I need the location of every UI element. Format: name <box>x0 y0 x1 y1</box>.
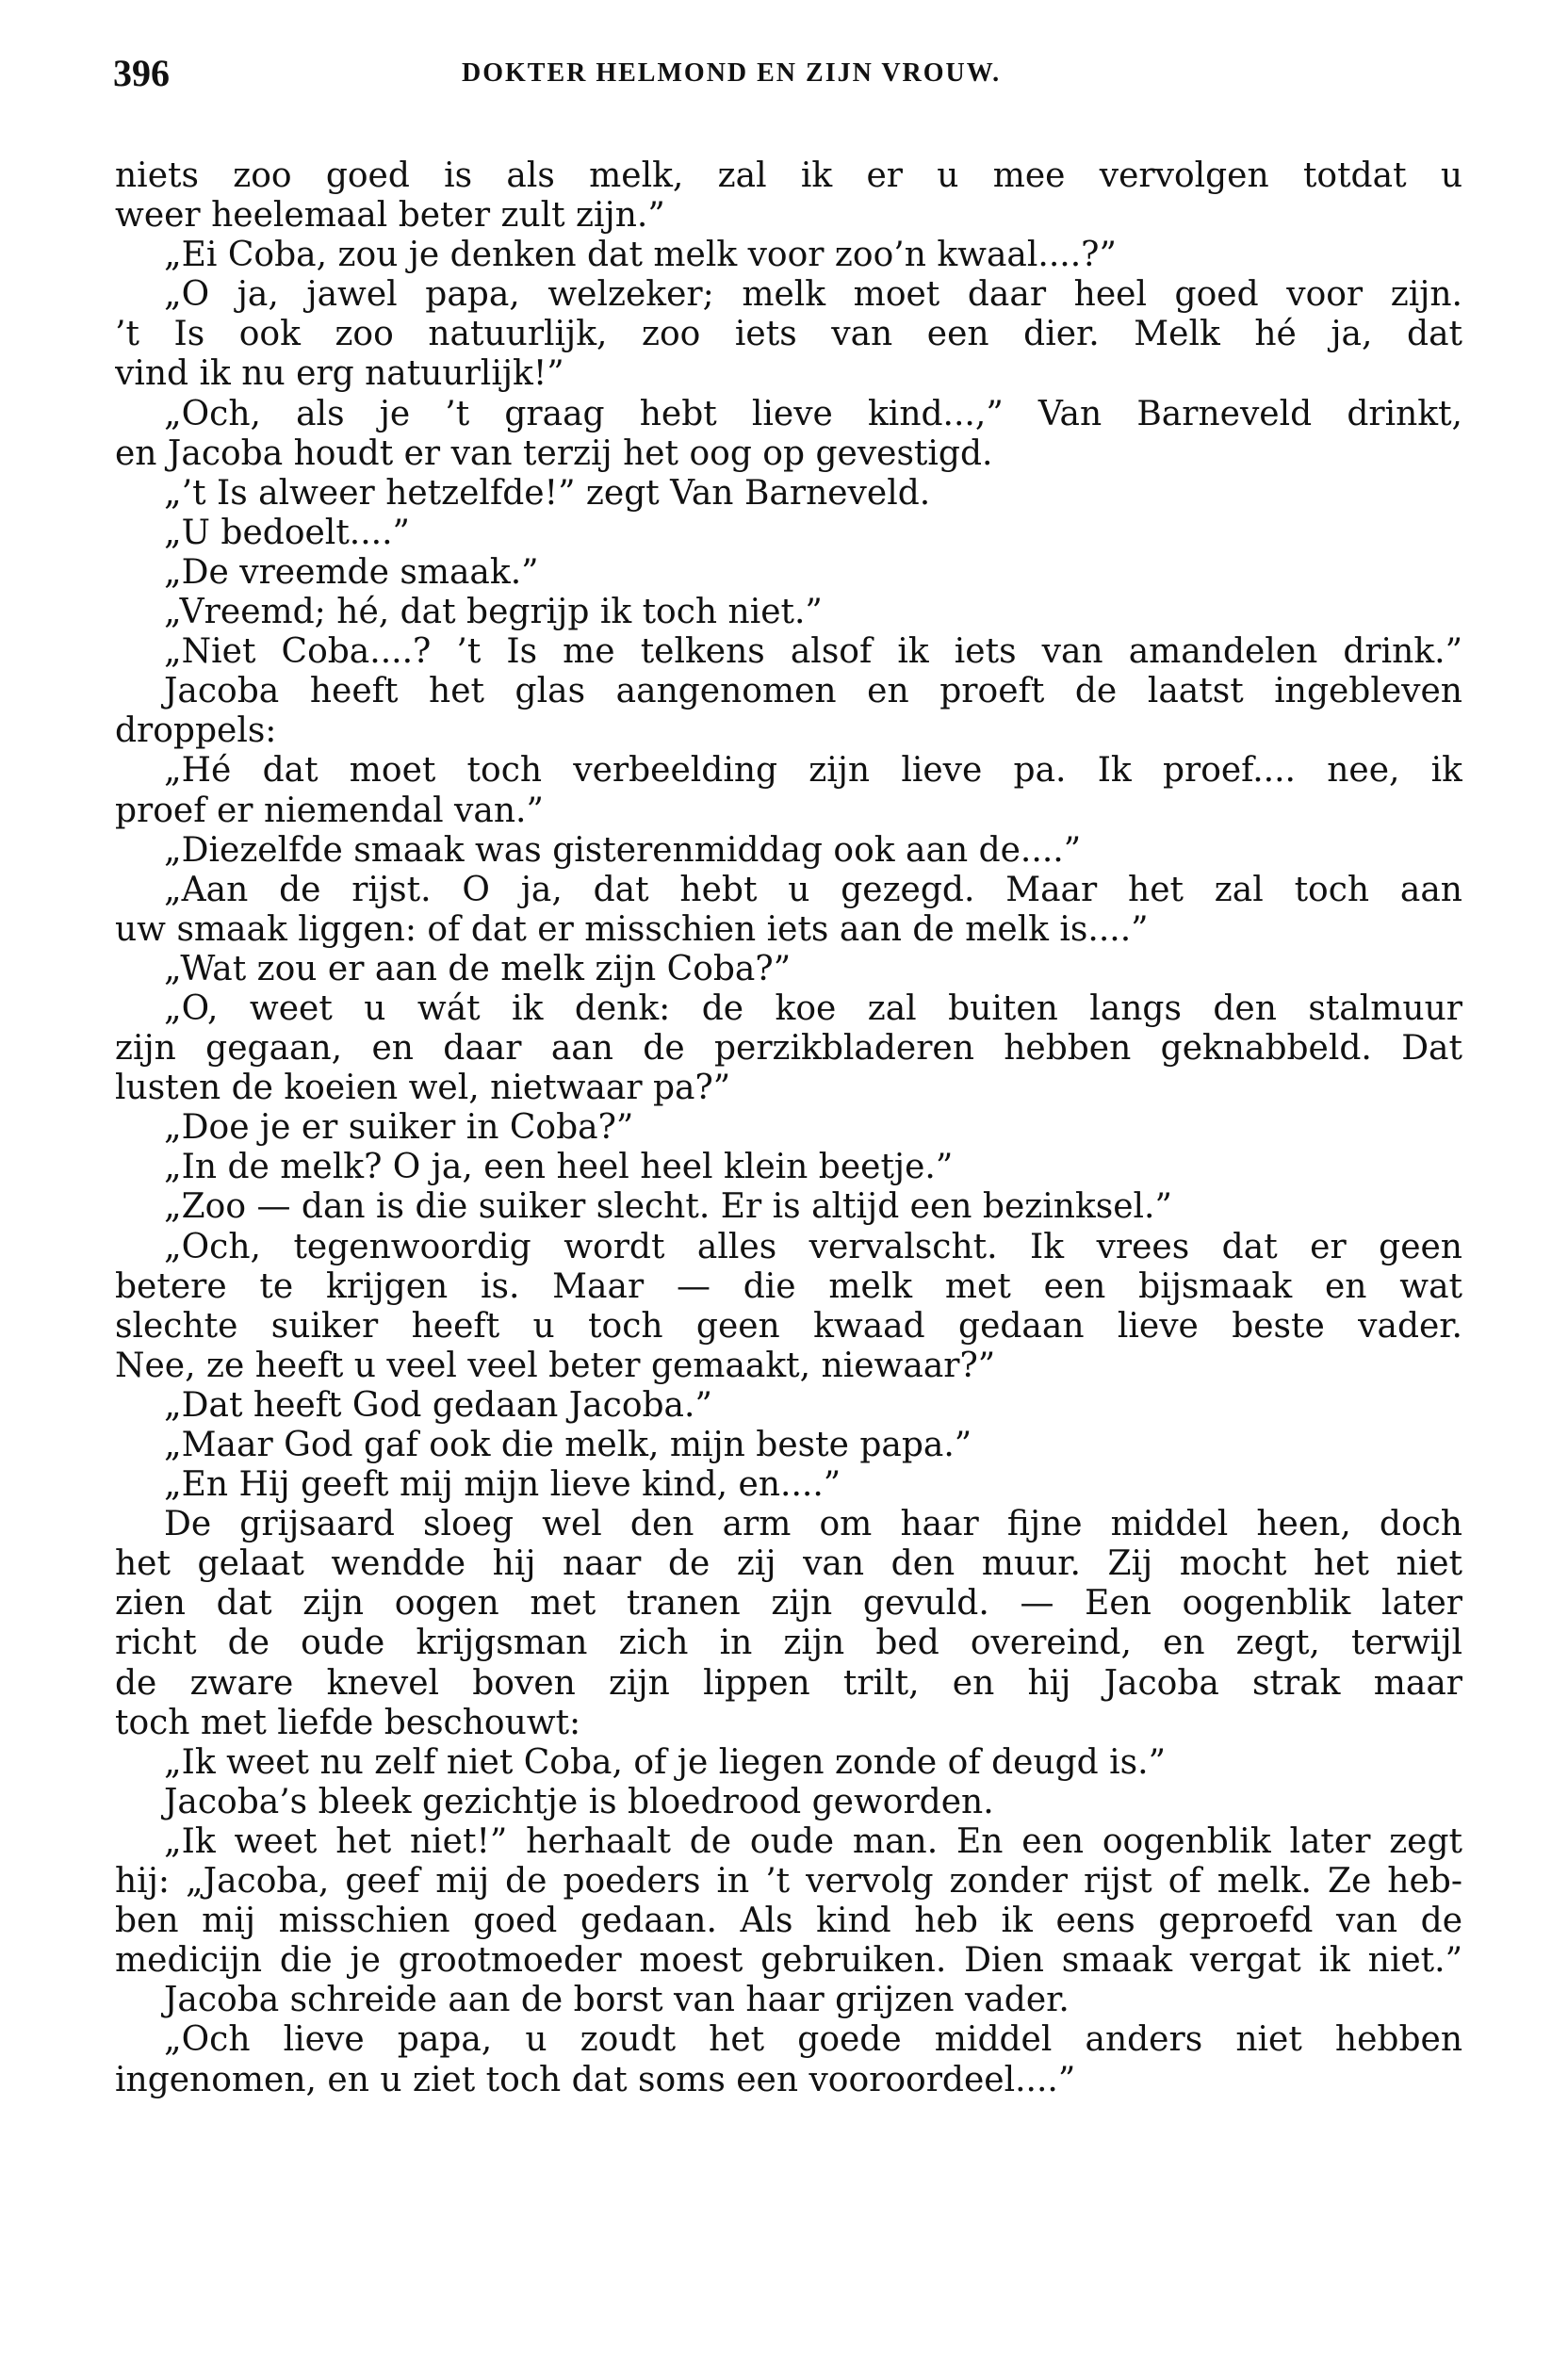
text-line: lusten de koeien wel, nietwaar pa?” <box>115 1069 731 1108</box>
text-line: het gelaat wendde hij naar de zij van den muur. Zij mocht het niet <box>115 1544 1462 1584</box>
text-line: „En Hij geeft mij mijn lieve kind, en....” <box>164 1465 841 1505</box>
text-line: droppels: <box>115 711 277 751</box>
text-line: Jacoba heeft het glas aangenomen en proeft de laatst ingebleven <box>164 672 1462 711</box>
text-line: proef er niemendal van.” <box>115 791 544 830</box>
text-line: „Niet Coba....? ’t Is me telkens alsof ik iets van amandelen drink.” <box>164 632 1462 672</box>
text-line: „Wat zou er aan de melk zijn Coba?” <box>164 949 792 988</box>
text-line: „Doe je er suiker in Coba?” <box>164 1108 634 1148</box>
text-line: Nee, ze heeft u veel veel beter gemaakt, niewaar?” <box>115 1346 996 1385</box>
text-line: Jacoba schreide aan de borst van haar grijzen vader. <box>164 1981 1070 2020</box>
text-line: „Maar God gaf ook die melk, mijn beste papa.” <box>164 1426 972 1464</box>
text-line: weer heelemaal beter zult zijn.” <box>115 196 665 236</box>
text-line: vind ik nu erg natuurlijk!” <box>115 354 564 394</box>
running-title: DOKTER HELMOND EN ZIJN VROUW. <box>462 58 1002 88</box>
text-line: Jacoba’s bleek gezichtje is bloedrood geworden. <box>164 1782 994 1821</box>
text-line: de zware knevel boven zijn lippen trilt, en hij Jacoba strak maar <box>115 1663 1462 1703</box>
text-line: ’t Is ook zoo natuurlijk, zoo iets van een dier. Melk hé ja, dat <box>115 315 1462 354</box>
text-line: en Jacoba houdt er van terzij het oog op gevestigd. <box>115 433 993 473</box>
page-header <box>113 51 1470 107</box>
text-line: „Ei Coba, zou je denken dat melk voor zoo’n kwaal....?” <box>164 236 1117 275</box>
text-line: betere te krijgen is. Maar — die melk met een bijsmaak en wat <box>115 1266 1462 1306</box>
text-line: „Och, als je ’t graag hebt lieve kind...,” Van Barneveld drinkt, <box>164 394 1462 433</box>
text-line: ben mij misschien goed gedaan. Als kind heb ik eens geproefd van de <box>115 1902 1462 1941</box>
text-line: „In de melk? O ja, een heel heel klein beetje.” <box>164 1148 954 1187</box>
text-line: „Hé dat moet toch verbeelding zijn lieve pa. Ik proef.... nee, ik <box>164 751 1462 791</box>
text-line: „Och lieve papa, u zoudt het goede middel anders niet hebben <box>164 2020 1462 2060</box>
text-line: „U bedoelt....” <box>164 513 410 552</box>
text-line: ingenomen, en u ziet toch dat soms een vooroordeel....” <box>115 2060 1076 2099</box>
text-line: „Diezelfde smaak was gisterenmiddag ook aan de....” <box>164 830 1082 870</box>
text-line: „Ik weet het niet!” herhaalt de oude man. En een oogenblik later zegt <box>164 1821 1462 1861</box>
text-line: De grijsaard sloeg wel den arm om haar fijne middel heen, doch <box>164 1505 1462 1544</box>
text-line: slechte suiker heeft u toch geen kwaad gedaan lieve beste vader. <box>115 1306 1462 1346</box>
page-number: 396 <box>113 52 170 94</box>
text-line: uw smaak liggen: of dat er misschien iets aan de melk is....” <box>115 909 1149 949</box>
text-line: niets zoo goed is als melk, zal ik er u mee vervolgen totdat u <box>115 156 1462 195</box>
text-line: „O, weet u wát ik denk: de koe zal buiten langs den stalmuur <box>164 988 1462 1028</box>
text-line: „Aan de rijst. O ja, dat hebt u gezegd. Maar het zal toch aan <box>164 870 1462 909</box>
text-line: „Dat heeft God gedaan Jacoba.” <box>164 1385 712 1425</box>
text-line: „Och, tegenwoordig wordt alles vervalscht. Ik vrees dat er geen <box>164 1227 1462 1266</box>
text-line: medicijn die je grootmoeder moest gebruiken. Dien smaak vergat ik niet.” <box>115 1941 1462 1981</box>
text-line: „O ja, jawel papa, welzeker; melk moet daar heel goed voor zijn. <box>164 275 1462 315</box>
text-line: toch met liefde beschouwt: <box>115 1703 581 1742</box>
text-line: „Vreemd; hé, dat begrijp ik toch niet.” <box>164 593 823 632</box>
text-line: richt de oude krijgsman zich in zijn bed overeind, en zegt, terwijl <box>115 1624 1462 1663</box>
text-line: „Ik weet nu zelf niet Coba, of je liegen zonde of deugd is.” <box>164 1742 1166 1782</box>
text-line: „Zoo — dan is die suiker slecht. Er is altijd een bezinksel.” <box>164 1187 1172 1227</box>
text-line: zijn gegaan, en daar aan de perzikbladeren hebben geknabbeld. Dat <box>115 1029 1462 1069</box>
text-line: hij: „Jacoba, geef mij de poeders in ’t vervolg zonder rijst of melk. Ze heb- <box>115 1862 1462 1902</box>
text-line: „De vreemde smaak.” <box>164 552 539 592</box>
text-line: zien dat zijn oogen met tranen zijn gevuld. — Een oogenblik later <box>115 1584 1462 1624</box>
text-line: „’t Is alweer hetzelfde!” zegt Van Barneveld. <box>164 473 931 513</box>
body-text <box>115 156 1462 2100</box>
